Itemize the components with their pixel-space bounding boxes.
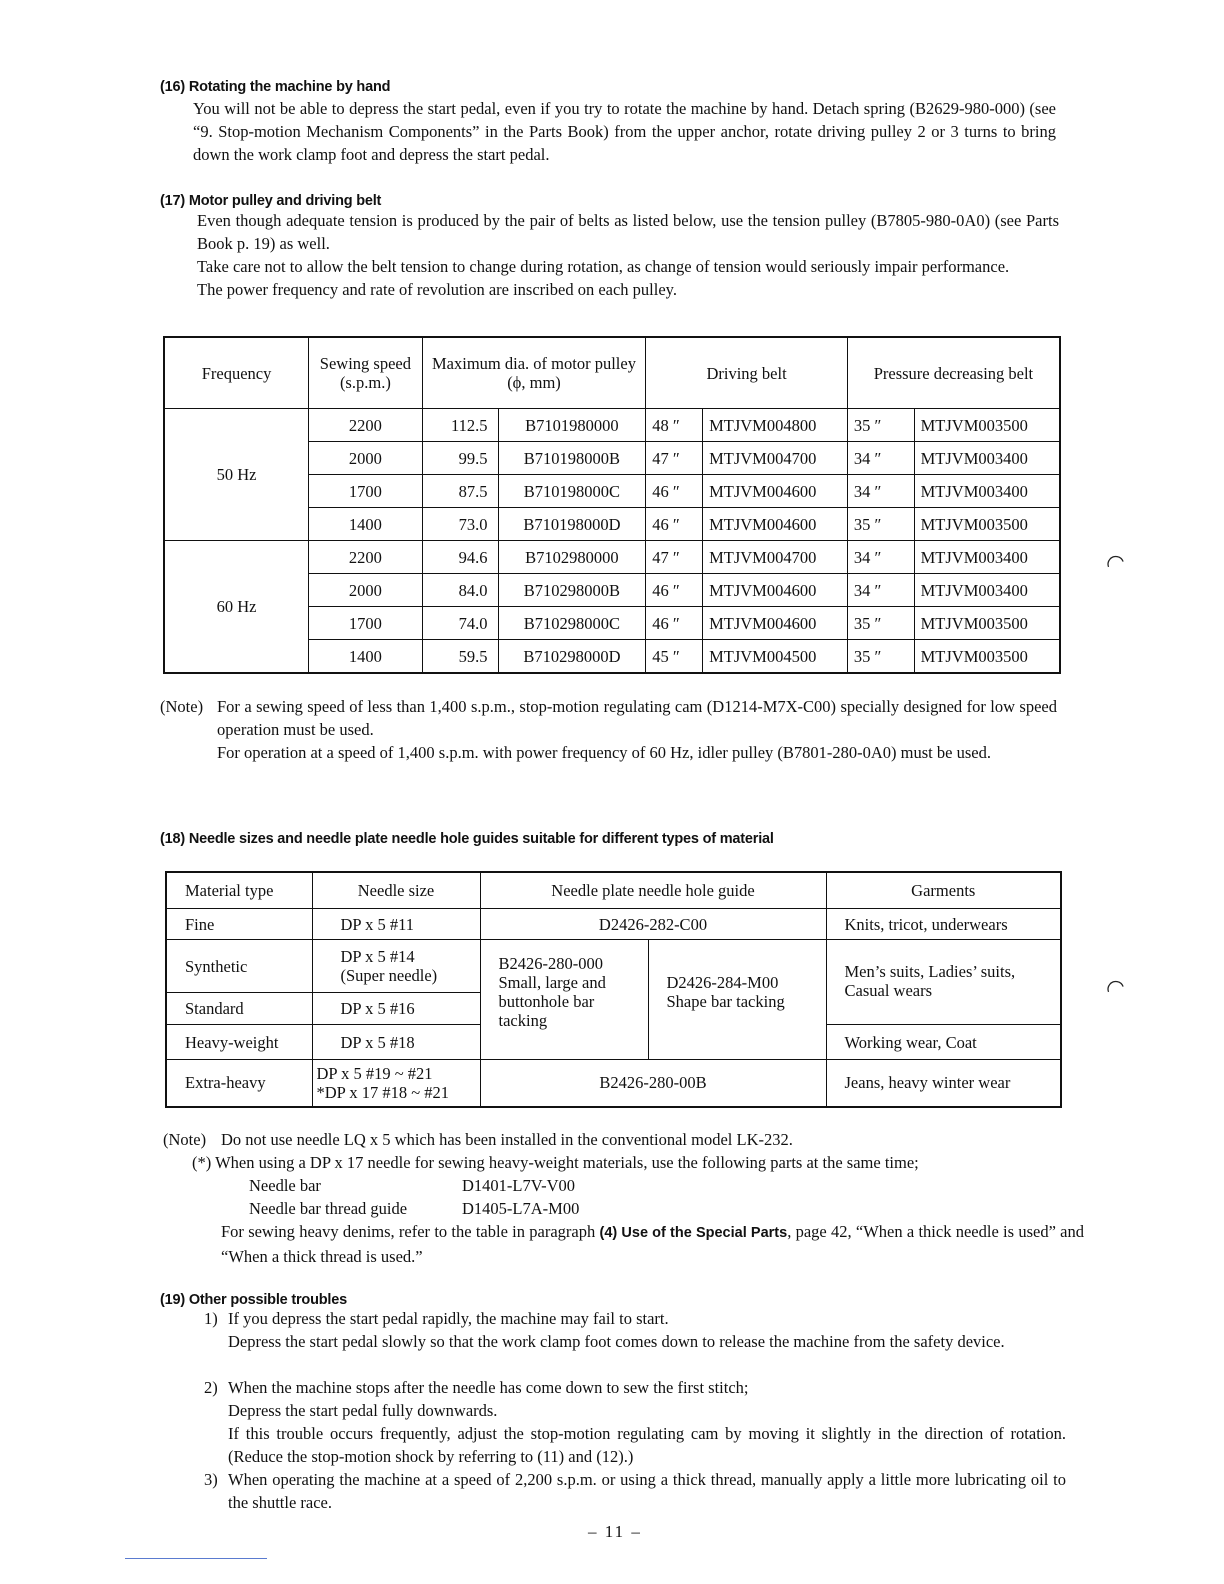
pressure-belt-code-cell: MTJVM003500 [914, 607, 1060, 640]
col-header-sewing-speed: Sewing speed (s.p.m.) [309, 337, 423, 409]
pulley-dia-cell: 59.5 [422, 640, 498, 674]
belt-code-cell: MTJVM004500 [703, 640, 848, 674]
list-item-detail: Depress the start pedal slowly so that the work clamp foot comes down to release the machine from the safety device. [228, 1332, 1005, 1351]
part-code: D1401-L7V-V00 [462, 1176, 576, 1195]
pulley-dia-cell: 74.0 [422, 607, 498, 640]
pulley-code-cell: B710298000B [498, 574, 646, 607]
col-header-max-dia: Maximum dia. of motor pulley (ϕ, mm) [422, 337, 646, 409]
table-row [164, 409, 1060, 442]
section-17-body [197, 209, 1059, 301]
table-header-row [164, 337, 1060, 409]
guide-line: Small, large and [498, 973, 606, 992]
section-18-star-note: (*) When using a DP x 17 needle for sewing heavy-weight materials, use the following parts at the same time; [192, 1153, 919, 1172]
denim-reference [221, 1220, 1084, 1268]
sewing-speed-cell: 2200 [309, 541, 423, 574]
section-17-para-3: The power frequency and rate of revolution are inscribed on each pulley. [197, 280, 677, 299]
needle-size-cell [312, 940, 480, 993]
material-type-cell: Fine [166, 909, 312, 940]
part-name: Needle bar thread guide [249, 1199, 408, 1218]
needle-guide-cell: B2426-280-00B [480, 1060, 826, 1107]
list-item [228, 1468, 1066, 1514]
pulley-code-cell: B710198000B [498, 442, 646, 475]
motor-pulley-table-body [164, 409, 1060, 674]
pressure-belt-length-cell: 35 ″ [847, 607, 914, 640]
pressure-belt-code-cell: MTJVM003400 [914, 541, 1060, 574]
pulley-code-cell: B710198000D [498, 508, 646, 541]
col-header-garments: Garments [826, 872, 1061, 909]
binding-hole-mark: ◠ [1102, 548, 1129, 579]
pulley-dia-cell: 84.0 [422, 574, 498, 607]
needle-size-line: DP x 5 #14 [340, 947, 415, 966]
needle-guide-cell [648, 940, 826, 1060]
col-header-frequency: Frequency [164, 337, 309, 409]
material-type-cell: Synthetic [166, 940, 312, 993]
denim-reference-text-b: , page 42, “When a thick needle is used” and “When a thick thread is used.” [221, 1222, 1084, 1266]
belt-length-cell: 46 ″ [646, 574, 703, 607]
belt-length-cell: 45 ″ [646, 640, 703, 674]
section-17-heading: (17) Motor pulley and driving belt [160, 193, 382, 209]
list-item-number: 1) [204, 1309, 218, 1328]
guide-line: D2426-284-M00 [666, 973, 779, 992]
section-16-body [193, 97, 1056, 166]
sewing-speed-cell: 1400 [309, 508, 423, 541]
sewing-speed-cell: 1400 [309, 640, 423, 674]
pressure-belt-code-cell: MTJVM003500 [914, 640, 1060, 674]
table-header-row [166, 872, 1061, 909]
motor-pulley-table [163, 336, 1061, 674]
pulley-dia-cell: 73.0 [422, 508, 498, 541]
belt-length-cell: 47 ″ [646, 541, 703, 574]
needle-size-cell [312, 1060, 480, 1107]
list-item-text: When the machine stops after the needle has come down to sew the first stitch; [228, 1378, 749, 1397]
sewing-speed-cell: 1700 [309, 607, 423, 640]
list-item [228, 1376, 1066, 1468]
section-19-heading: (19) Other possible troubles [160, 1292, 347, 1308]
list-item [228, 1307, 1066, 1353]
pressure-belt-length-cell: 35 ″ [847, 640, 914, 674]
section-17-note [217, 695, 1057, 764]
material-type-cell: Extra-heavy [166, 1060, 312, 1107]
pressure-belt-length-cell: 34 ″ [847, 541, 914, 574]
section-18-note-label: (Note) [163, 1130, 207, 1149]
belt-code-cell: MTJVM004600 [703, 475, 848, 508]
pulley-code-cell: B710198000C [498, 475, 646, 508]
table-row [166, 1060, 1061, 1107]
pressure-belt-length-cell: 35 ″ [847, 508, 914, 541]
garments-cell: Jeans, heavy winter wear [826, 1060, 1061, 1107]
section-17-note-1: For a sewing speed of less than 1,400 s.p.m., stop-motion regulating cam (D1214-M7X-C00) specially designed for low speed operation must be used. [217, 697, 1057, 739]
section-18-note: Do not use needle LQ x 5 which has been installed in the conventional model LK-232. [221, 1130, 793, 1149]
pulley-dia-cell: 112.5 [422, 409, 498, 442]
section-16-heading: (16) Rotating the machine by hand [160, 79, 391, 95]
needle-size-line: *DP x 17 #18 ~ #21 [316, 1082, 450, 1102]
pressure-belt-code-cell: MTJVM003500 [914, 409, 1060, 442]
list-item-number: 2) [204, 1378, 218, 1397]
guide-line: Shape bar tacking [666, 992, 785, 1011]
garments-cell: Working wear, Coat [826, 1025, 1061, 1060]
pressure-belt-code-cell: MTJVM003500 [914, 508, 1060, 541]
frequency-cell: 50 Hz [164, 409, 309, 541]
needle-guide-cell: D2426-282-C00 [480, 909, 826, 940]
col-header-pressure-belt: Pressure decreasing belt [847, 337, 1060, 409]
table-row [166, 940, 1061, 993]
needle-size-cell: DP x 5 #18 [312, 1025, 480, 1060]
sewing-speed-cell: 2200 [309, 409, 423, 442]
table-row [166, 909, 1061, 940]
garments-line: Casual wears [844, 981, 933, 1000]
pulley-code-cell: B7102980000 [498, 541, 646, 574]
footer-rule [125, 1558, 267, 1559]
col-header-driving-belt: Driving belt [646, 337, 848, 409]
frequency-cell: 60 Hz [164, 541, 309, 674]
section-16-text: You will not be able to depress the start pedal, even if you try to rotate the machine by hand. Detach spring (B2629-980-000) (see “9. Stop-motion Mechanism Components” in the Parts Book) from the upper anchor, rotate driving pulley 2 or 3 turns to bring down the work clamp foot and depress the start pedal. [193, 99, 1056, 164]
pressure-belt-code-cell: MTJVM003400 [914, 442, 1060, 475]
belt-code-cell: MTJVM004800 [703, 409, 848, 442]
pulley-dia-cell: 87.5 [422, 475, 498, 508]
belt-length-cell: 47 ″ [646, 442, 703, 475]
pressure-belt-code-cell: MTJVM003400 [914, 475, 1060, 508]
pulley-code-cell: B7101980000 [498, 409, 646, 442]
sewing-speed-cell: 1700 [309, 475, 423, 508]
needle-size-line: DP x 5 #19 ~ #21 [316, 1063, 433, 1083]
guide-line: B2426-280-000 [498, 954, 603, 973]
belt-code-cell: MTJVM004700 [703, 541, 848, 574]
col-header-needle-size: Needle size [312, 872, 480, 909]
table-row [164, 541, 1060, 574]
material-type-cell: Heavy-weight [166, 1025, 312, 1060]
section-17-note-2: For operation at a speed of 1,400 s.p.m. with power frequency of 60 Hz, idler pulley (B7801-280-0A0) must be used. [217, 743, 991, 762]
pulley-code-cell: B710298000C [498, 607, 646, 640]
pulley-dia-cell: 94.6 [422, 541, 498, 574]
sewing-speed-cell: 2000 [309, 574, 423, 607]
garments-cell: Knits, tricot, underwears [826, 909, 1061, 940]
list-item-detail: If this trouble occurs frequently, adjust the stop-motion regulating cam by moving it slightly in the direction of rotation. (Reduce the stop-motion shock by referring to (11) and (12).) [228, 1424, 1066, 1466]
section-18-heading: (18) Needle sizes and needle plate needle hole guides suitable for different types of material [160, 831, 774, 847]
needle-size-line: (Super needle) [340, 966, 438, 985]
pulley-dia-cell: 99.5 [422, 442, 498, 475]
guide-line: tacking [498, 1011, 548, 1030]
pressure-belt-length-cell: 34 ″ [847, 442, 914, 475]
part-code: D1405-L7A-M00 [462, 1199, 580, 1218]
belt-length-cell: 46 ″ [646, 475, 703, 508]
list-item-detail: Depress the start pedal fully downwards. [228, 1401, 498, 1420]
pressure-belt-length-cell: 34 ″ [847, 574, 914, 607]
part-name: Needle bar [249, 1176, 321, 1195]
needle-size-table [165, 871, 1062, 1108]
col-header-needle-hole-guide: Needle plate needle hole guide [480, 872, 826, 909]
list-item-number: 3) [204, 1470, 218, 1489]
binding-hole-mark: ◠ [1102, 973, 1129, 1004]
denim-reference-text [221, 1220, 1084, 1268]
belt-code-cell: MTJVM004600 [703, 607, 848, 640]
sewing-speed-cell: 2000 [309, 442, 423, 475]
material-type-cell: Standard [166, 993, 312, 1025]
list-item-text: When operating the machine at a speed of 2,200 s.p.m. or using a thick thread, manually apply a little more lubricating oil to the shuttle race. [228, 1470, 1066, 1512]
page-number: – 11 – [588, 1522, 642, 1541]
belt-code-cell: MTJVM004600 [703, 508, 848, 541]
section-17-note-label: (Note) [160, 697, 204, 716]
garments-line: Men’s suits, Ladies’ suits, [844, 962, 1016, 981]
section-17-para-1: Even though adequate tension is produced by the pair of belts as listed below, use the tension pulley (B7805-980-0A0) (see Parts Book p. 19) as well. [197, 211, 1059, 253]
col-header-material-type: Material type [166, 872, 312, 909]
needle-guide-cell [480, 940, 648, 1060]
guide-line: buttonhole bar [498, 992, 595, 1011]
pressure-belt-length-cell: 34 ″ [847, 475, 914, 508]
pressure-belt-code-cell: MTJVM003400 [914, 574, 1060, 607]
belt-code-cell: MTJVM004600 [703, 574, 848, 607]
list-item-text: If you depress the start pedal rapidly, the machine may fail to start. [228, 1309, 669, 1328]
denim-reference-text-a: For sewing heavy denims, refer to the table in paragraph [221, 1222, 600, 1241]
belt-code-cell: MTJVM004700 [703, 442, 848, 475]
needle-size-cell: DP x 5 #16 [312, 993, 480, 1025]
special-parts-reference: (4) Use of the Special Parts [599, 1225, 788, 1241]
pulley-code-cell: B710298000D [498, 640, 646, 674]
section-17-para-2: Take care not to allow the belt tension to change during rotation, as change of tension would seriously impair performance. [197, 257, 1010, 276]
pressure-belt-length-cell: 35 ″ [847, 409, 914, 442]
needle-size-cell: DP x 5 #11 [312, 909, 480, 940]
belt-length-cell: 48 ″ [646, 409, 703, 442]
belt-length-cell: 46 ″ [646, 508, 703, 541]
garments-cell [826, 940, 1061, 1025]
belt-length-cell: 46 ″ [646, 607, 703, 640]
